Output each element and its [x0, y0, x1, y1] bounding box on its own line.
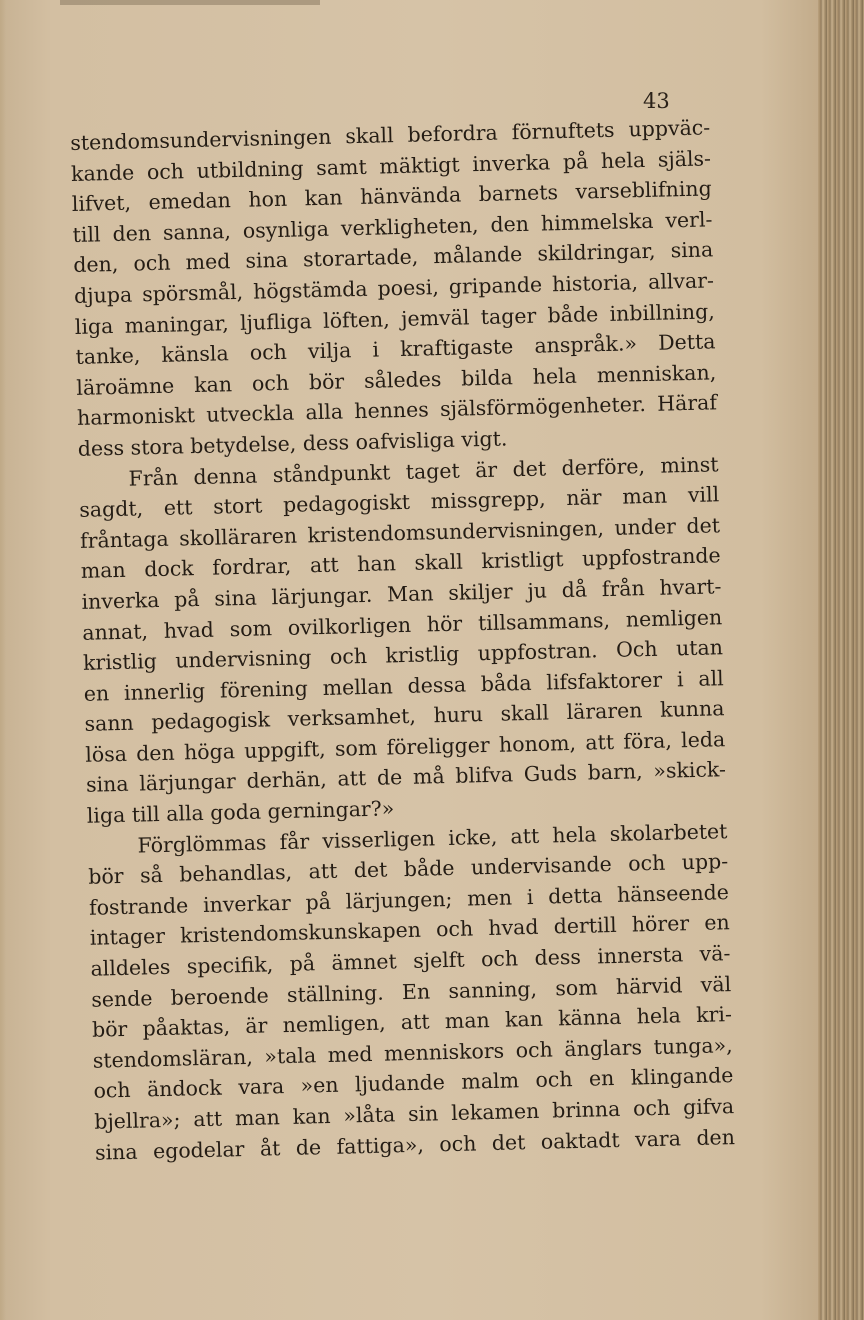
text-line: sende beroende ställning. En sanning, som härvid väl — [91, 971, 732, 1012]
text-line: inverka på sina lärjungar. Man skiljer ju då från hvart- — [81, 574, 722, 614]
text-line: lifvet, emedan hon kan hänvända barnets varseblifning — [71, 176, 712, 217]
text-line: alldeles specifik, på ämnet sjelft och dess innersta vä- — [90, 941, 731, 981]
text-line: till den sanna, osynliga verkligheten, den himmelska verl- — [72, 207, 713, 247]
text-line: den, och med sina storartade, målande skildringar, sina — [73, 237, 714, 278]
text-line: sina lärjungar derhän, att de må blifva Guds barn, »skick- — [85, 757, 727, 798]
text-line: bör påaktas, är nemligen, att man kan känna hela kri- — [91, 1002, 733, 1042]
text-line: dess stora betydelse, dess oafvisliga vigt. — [77, 426, 508, 461]
text-line: man dock fordrar, att han skall kristligt uppfostrande — [80, 543, 721, 584]
text-line: läroämne kan och bör således bilda hela menniskan, — [76, 360, 717, 400]
text-line: fråntaga skolläraren kristendomsundervisningen, under det — [79, 512, 721, 553]
text-line: sagdt, ett stort pedagogiskt missgrepp, när man vill — [79, 482, 720, 523]
text-line: kristlig undervisning och kristlig uppfostran. Och utan — [82, 635, 724, 675]
text-line: en innerlig förening mellan dessa båda lifsfaktorer i all — [83, 665, 724, 706]
text-line: kande och utbildning samt mäktigt inverka på hela själs- — [70, 145, 712, 186]
text-line: sann pedagogisk verksamhet, huru skall läraren kunna — [84, 696, 725, 737]
text-line: sina egodelar åt de fattiga», och det oaktadt vara den — [94, 1124, 736, 1165]
page-top-shadow — [60, 0, 320, 5]
body-text — [70, 112, 735, 1168]
text-line: stendomsläran, »tala med menniskors och änglars tunga», — [92, 1032, 733, 1073]
text-line: stendomsundervisningen skall befordra förnuftets uppväc- — [70, 115, 711, 155]
text-line: harmoniskt utveckla alla hennes själsförmögenheter. Häraf — [76, 390, 718, 431]
book-binding-edge — [818, 0, 864, 1320]
text-line: annat, hvad som ovilkorligen hör tillsammans, nemligen — [82, 604, 723, 645]
text-line: fostrande inverkar på lärjungen; men i detta hänseende — [88, 879, 730, 920]
text-line: bör så behandlas, att det både undervisande och upp- — [88, 849, 729, 890]
text-line: intager kristendomskunskapen och hvad dertill hörer en — [89, 910, 730, 951]
text-line: liga till alla goda gerningar?» — [86, 796, 395, 828]
text-line: bjellra»; att man kan »låta sin lekamen brinna och gifva — [93, 1094, 735, 1134]
text-line: djupa spörsmål, högstämda poesi, gripande historia, allvar- — [73, 268, 715, 308]
text-line: Från denna ståndpunkt taget är det derföre, minst — [128, 451, 719, 491]
text-line: liga maningar, ljufliga löften, jemväl tager både inbillning, — [74, 298, 715, 339]
text-line: och ändock vara »en ljudande malm och en klingande — [93, 1063, 734, 1104]
page-number: 43 — [643, 89, 670, 113]
text-line: lösa den höga uppgift, som föreligger honom, att föra, leda — [85, 727, 726, 767]
text-line: tanke, känsla och vilja i kraftigaste anspråk.» Detta — [75, 329, 716, 370]
page-left-edge — [0, 0, 6, 1320]
text-line: Förglömmas får visserligen icke, att hela skolarbetet — [137, 818, 728, 858]
